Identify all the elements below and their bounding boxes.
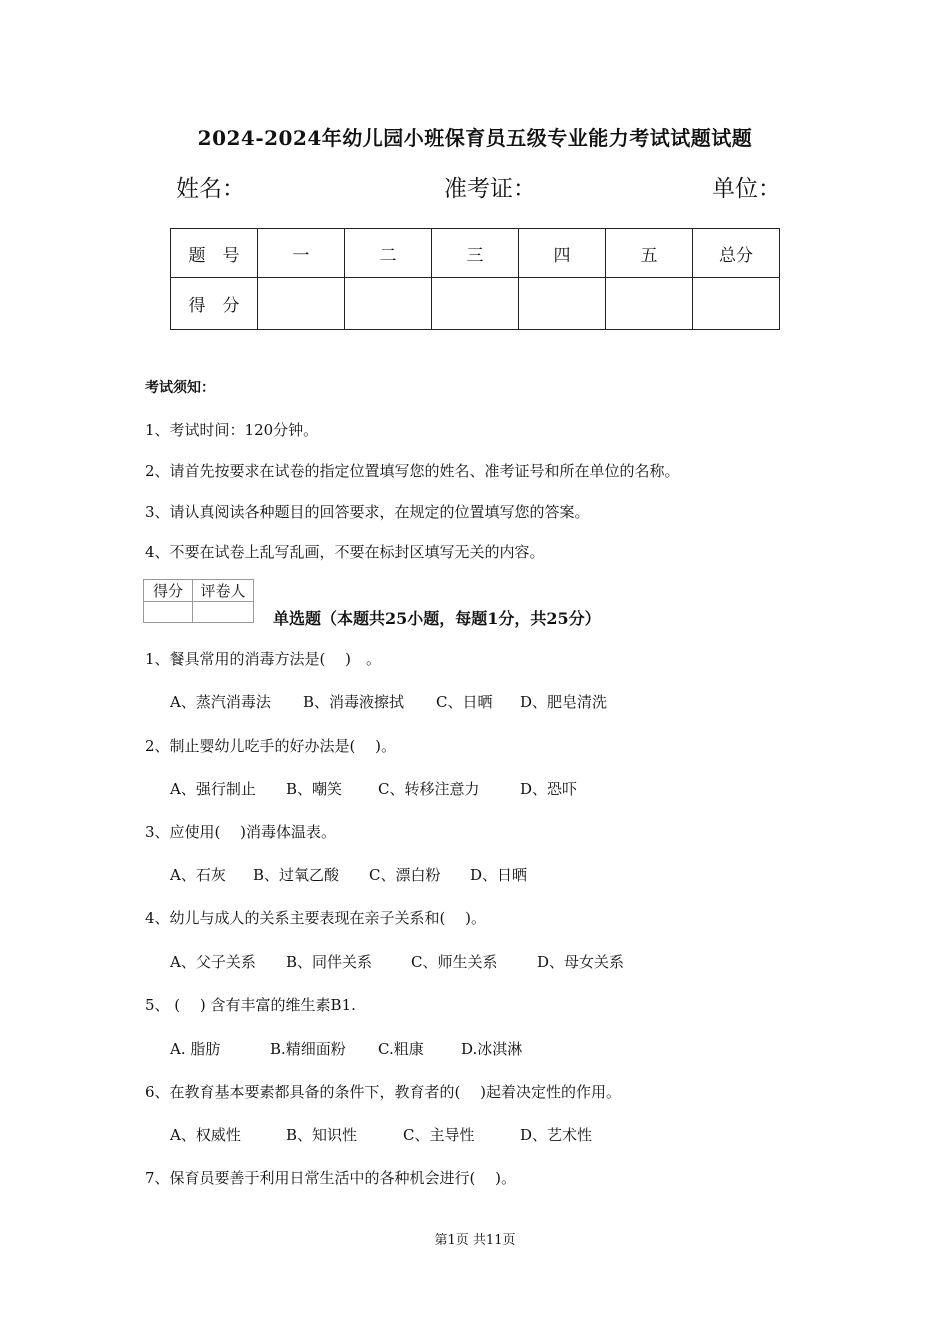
score-cell bbox=[693, 278, 780, 330]
page-footer: 第1页 共11页 bbox=[434, 1233, 516, 1248]
notice-item: 4、不要在试卷上乱写乱画，不要在标封区填写无关的内容。 bbox=[145, 543, 545, 561]
option: A、石灰 bbox=[170, 866, 226, 884]
grader-box bbox=[143, 579, 254, 623]
option: B、嘲笑 bbox=[286, 780, 343, 798]
header-cell: 三 bbox=[432, 229, 519, 278]
question-text: 3、应使用( )消毒体温表。 bbox=[145, 823, 337, 841]
option: C、转移注意力 bbox=[378, 780, 480, 798]
header-cell: 一 bbox=[258, 229, 345, 278]
unit-label: 单位： bbox=[712, 176, 781, 202]
option: A、蒸汽消毒法 bbox=[170, 693, 271, 711]
option: D、肥皂清洗 bbox=[520, 693, 608, 711]
option: B、同伴关系 bbox=[286, 953, 373, 971]
option: B、知识性 bbox=[286, 1126, 358, 1144]
option: C、主导性 bbox=[403, 1126, 475, 1144]
name-label: 姓名： bbox=[176, 176, 245, 202]
option: D、恐吓 bbox=[520, 780, 578, 798]
notice-item: 2、请首先按要求在试卷的指定位置填写您的姓名、准考证号和所在单位的名称。 bbox=[145, 462, 680, 480]
row-label-cell: 得 分 bbox=[171, 278, 258, 330]
exam-id-label: 准考证： bbox=[444, 176, 536, 202]
score-table bbox=[170, 228, 780, 330]
option: D、母女关系 bbox=[537, 953, 625, 971]
option: C、漂白粉 bbox=[369, 866, 441, 884]
option: C、日晒 bbox=[436, 693, 493, 711]
score-cell bbox=[432, 278, 519, 330]
header-cell: 二 bbox=[345, 229, 432, 278]
option: A、父子关系 bbox=[170, 953, 256, 971]
grader-score-cell bbox=[144, 602, 193, 623]
question-text: 5、 ( ) 含有丰富的维生素B1. bbox=[145, 996, 356, 1014]
option: A、强行制止 bbox=[170, 780, 256, 798]
grader-name-cell bbox=[193, 602, 254, 623]
score-cell bbox=[519, 278, 606, 330]
option: C、师生关系 bbox=[411, 953, 498, 971]
score-cell bbox=[606, 278, 693, 330]
option: B.精细面粉 bbox=[270, 1040, 346, 1058]
header-cell: 五 bbox=[606, 229, 693, 278]
score-table-header-row bbox=[171, 229, 780, 278]
header-cell: 题 号 bbox=[171, 229, 258, 278]
option: D.冰淇淋 bbox=[461, 1040, 523, 1058]
option: A、权威性 bbox=[170, 1126, 241, 1144]
question-text: 7、保育员要善于利用日常生活中的各种机会进行( )。 bbox=[145, 1169, 517, 1187]
notice-item: 1、考试时间：120分钟。 bbox=[145, 421, 319, 439]
question-text: 6、在教育基本要素都具备的条件下，教育者的( )起着决定性的作用。 bbox=[145, 1083, 622, 1101]
score-table-score-row bbox=[171, 278, 780, 330]
option: C.粗康 bbox=[378, 1040, 424, 1058]
option: D、日晒 bbox=[470, 866, 528, 884]
candidate-info-row bbox=[176, 170, 780, 202]
score-cell bbox=[258, 278, 345, 330]
grader-score-label: 得分 bbox=[144, 580, 193, 602]
option: B、过氧乙酸 bbox=[253, 866, 340, 884]
option: B、消毒液擦拭 bbox=[303, 693, 405, 711]
header-cell: 总分 bbox=[693, 229, 780, 278]
header-cell: 四 bbox=[519, 229, 606, 278]
notice-heading: 考试须知： bbox=[145, 380, 215, 396]
question-text: 2、制止婴幼儿吃手的好办法是( )。 bbox=[145, 737, 397, 755]
notice-item: 3、请认真阅读各种题目的回答要求，在规定的位置填写您的答案。 bbox=[145, 503, 590, 521]
section-title: 单选题（本题共25小题，每题1分，共25分） bbox=[273, 609, 601, 628]
document-title: 2024-2024年幼儿园小班保育员五级专业能力考试试题试题 bbox=[197, 126, 753, 150]
question-text: 4、幼儿与成人的关系主要表现在亲子关系和( )。 bbox=[145, 909, 487, 927]
option: D、艺术性 bbox=[520, 1126, 593, 1144]
option: A. 脂肪 bbox=[170, 1040, 221, 1058]
score-cell bbox=[345, 278, 432, 330]
grader-name-label: 评卷人 bbox=[193, 580, 254, 602]
question-text: 1、餐具常用的消毒方法是( ) 。 bbox=[145, 650, 382, 668]
